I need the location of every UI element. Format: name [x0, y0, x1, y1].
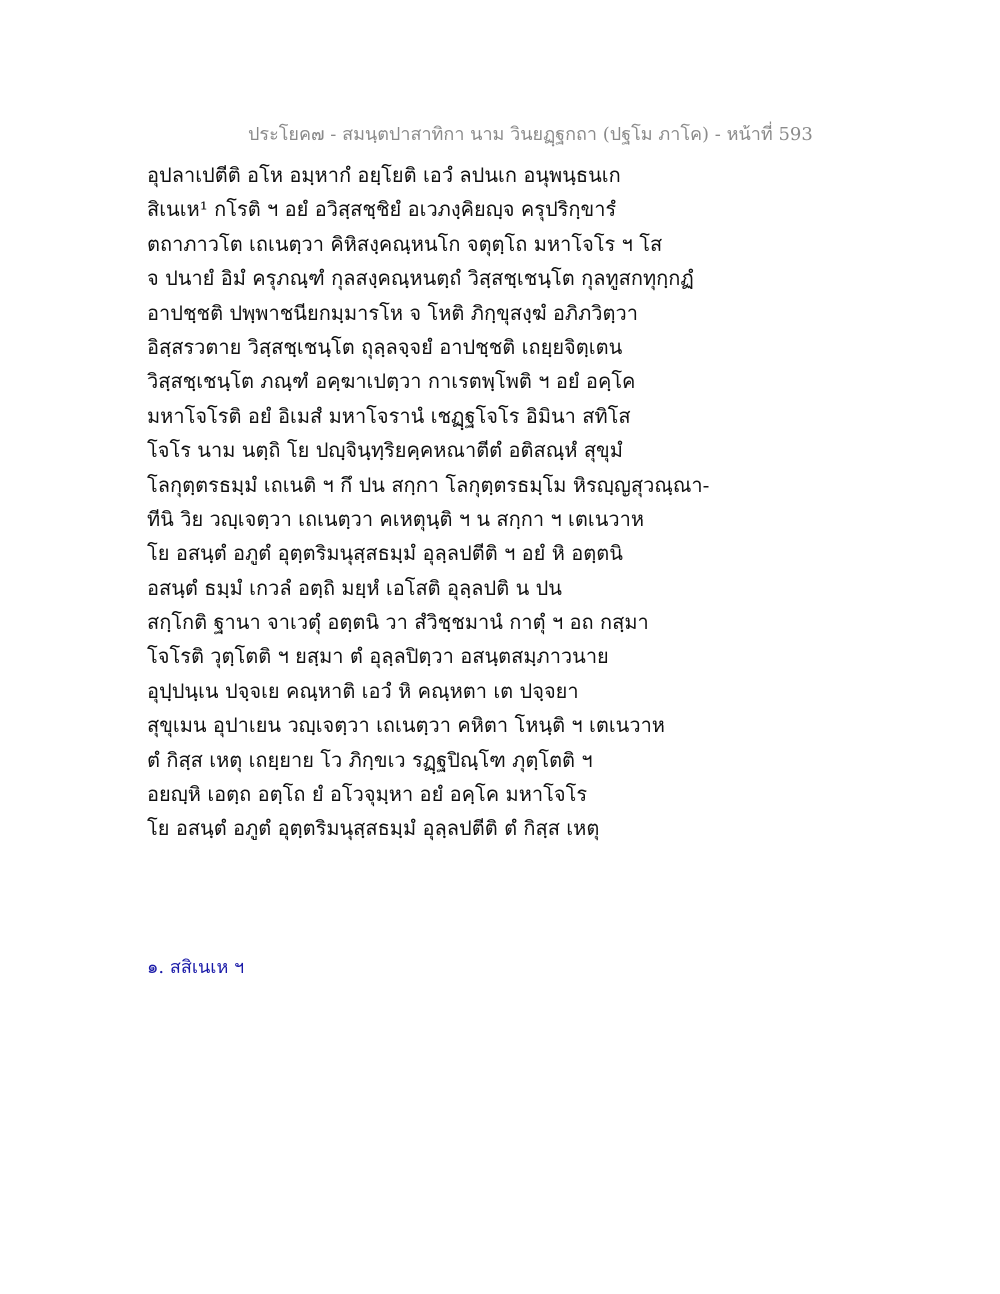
text-line: โย อสนฺตํ อภูตํ อุตฺตริมนุสฺสธมฺมํ อุลฺลปตีติ ฯ อยํ หิ อตฺตนิ: [147, 541, 623, 566]
text-line: ตถาภาวโต เถเนตฺวา คิหิสงฺคณฺหนโก จตุตฺโถ มหาโจโร ฯ โส: [147, 231, 663, 256]
footnote: ๑. สสิเนเห ฯ: [147, 957, 245, 978]
text-line: วิสฺสชฺเชนฺโต ภณฺฑํ อคฺฆาเปตฺวา กาเรตพฺโพติ ฯ อยํ อคฺโค: [147, 369, 636, 394]
text-line: อิสฺสรวตาย วิสฺสชฺเชนฺโต ถุลฺลจฺจยํ อาปชฺชติ เถยฺยจิตฺเตน: [147, 334, 623, 359]
text-line: โจโร นาม นตฺถิ โย ปญฺจินฺทฺริยคฺคหณาตีตํ อติสณฺหํ สุขุมํ: [147, 438, 623, 463]
text-line: ตํ กิสฺส เหตุ เถยฺยาย โว ภิกฺขเว รฏฺฐปิณฺโฑ ภุตฺโตติ ฯ: [147, 747, 593, 772]
text-line: สิเนเห¹ กโรติ ฯ อยํ อวิสฺสชฺชิยํ อเวภงฺคิยญฺจ ครุปริกฺขารํ: [147, 197, 617, 222]
text-line: อาปชฺชติ ปพฺพาชนียกมฺมารโห จ โหติ ภิกฺขุสงฺฆํ อภิภวิตฺวา: [147, 300, 638, 325]
text-line: มหาโจโรติ อยํ อิเมสํ มหาโจรานํ เชฏฺฐโจโร อิมินา สทิโส: [147, 403, 631, 428]
text-line: โลกุตฺตรธมฺมํ เถเนติ ฯ กึ ปน สกฺกา โลกุตฺตรธมฺโม หิรญฺญสุวณฺณา-: [147, 472, 710, 497]
text-line: อยญฺหิ เอตฺถ อตฺโถ ยํ อโวจุมฺหา อยํ อคฺโค มหาโจโร: [147, 782, 588, 807]
body-text: [147, 158, 867, 846]
text-line: จ ปนายํ อิมํ ครุภณฺฑํ กุลสงฺคณฺหนตฺถํ วิสฺสชฺเชนฺโต กุลทูสกทุกฺกฏํ: [147, 266, 694, 291]
text-line: สุขุเมน อุปาเยน วญฺเจตฺวา เถเนตฺวา คหิตา โหนฺติ ฯ เตเนวาห: [147, 713, 665, 738]
text-line: อสนฺตํ ธมฺมํ เกวลํ อตฺถิ มยฺหํ เอโสติ อุลฺลปติ น ปน: [147, 575, 562, 600]
text-line: อุปลาเปตีติ อโห อมฺหากํ อยฺโยติ เอวํ ลปนเก อนุพนฺธนเก: [147, 163, 621, 187]
text-line: โย อสนฺตํ อภูตํ อุตฺตริมนุสฺสธมฺมํ อุลฺลปตีติ ตํ กิสฺส เหตุ: [147, 816, 600, 841]
text-line: อุปฺปนฺเน ปจฺจเย คณฺหาติ เอวํ หิ คณฺหตา เต ปจฺจยา: [147, 678, 579, 703]
text-line: โจโรติ วุตฺโตติ ฯ ยสฺมา ตํ อุลฺลปิตฺวา อสนฺตสมฺภาวนาย: [147, 644, 609, 669]
text-line: ทีนิ วิย วญฺเจตฺวา เถเนตฺวา คเหตุนฺติ ฯ น สกฺกา ฯ เตเนวาห: [147, 506, 645, 531]
text-line: สกฺโกติ ฐานา จาเวตุํ อตฺตนิ วา สํวิชฺชมานํ กาตุํ ฯ อถ กสฺมา: [147, 610, 649, 635]
page-header: ประโยค๗ - สมนฺตปาสาทิกา นาม วินยฏฺฐกถา (ปฐโม ภาโค) - หน้าที่ 593: [248, 124, 813, 145]
